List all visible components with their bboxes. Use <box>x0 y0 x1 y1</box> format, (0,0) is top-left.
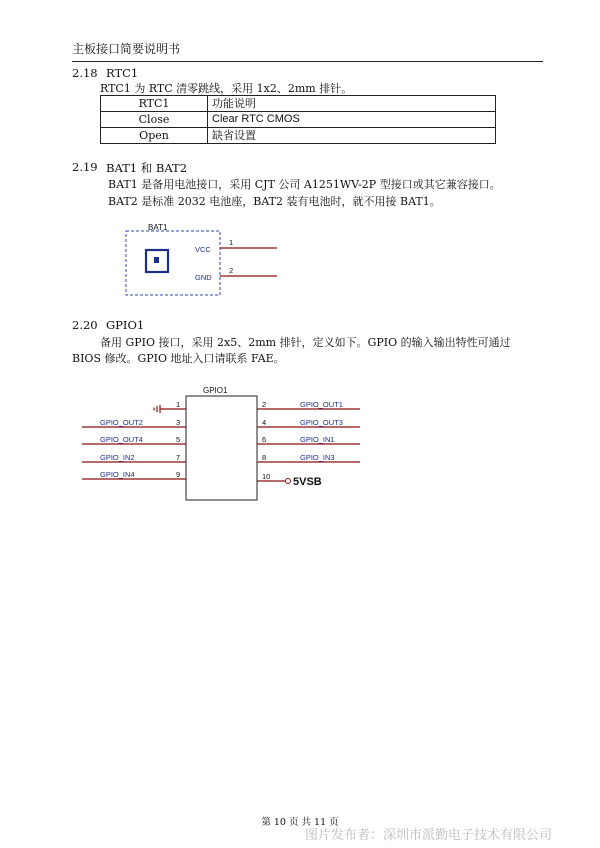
table-cell: 功能说明 <box>208 96 496 112</box>
gpio-pin7-label: GPIO_IN2 <box>100 453 135 462</box>
table-cell: Close <box>101 112 208 128</box>
bat1-label: BAT1 <box>148 223 168 232</box>
section-number-bat: 2.19 <box>72 160 98 174</box>
bat1-outline <box>126 231 220 295</box>
gpio1-label: GPIO1 <box>203 386 228 395</box>
gpio-pin1-number: 1 <box>176 400 181 409</box>
gpio-pin7-number: 7 <box>176 453 181 462</box>
gpio-pin10-label: 5VSB <box>293 476 322 488</box>
section-title-rtc: RTC1 <box>106 66 139 80</box>
table-cell: 缺省设置 <box>208 128 496 144</box>
gpio-pin8-number: 8 <box>262 453 267 462</box>
rtc-description: RTC1 为 RTC 清零跳线，采用 1x2、2mm 排针。 <box>100 82 353 95</box>
gpio-pin6-number: 6 <box>262 435 267 444</box>
bat-description-line2: BAT2 是标准 2032 电池座，BAT2 装有电池时，就不用接 BAT1。 <box>108 195 441 208</box>
gpio-description-line1: 备用 GPIO 接口，采用 2x5、2mm 排针，定义如下。GPIO 的输入输出特性可通过 <box>100 336 511 349</box>
bat1-pin-vcc-label: VCC <box>195 245 211 254</box>
gpio-pin8-label: GPIO_IN3 <box>300 453 335 462</box>
document-header: 主板接口简要说明书 <box>72 42 181 56</box>
table-cell: Clear RTC CMOS <box>208 112 496 128</box>
gpio-pin2-number: 2 <box>262 400 267 409</box>
gpio-pin6-label: GPIO_IN1 <box>300 435 335 444</box>
table-cell: Open <box>101 128 208 144</box>
bat-description-line1: BAT1 是备用电池接口，采用 CJT 公司 A1251WV-2P 型接口或其它兼容接口。 <box>108 178 501 191</box>
section-number-gpio: 2.20 <box>72 318 98 332</box>
bat1-pin-gnd-label: GND <box>195 273 212 282</box>
section-title-bat: BAT1 和 BAT2 <box>106 161 188 175</box>
gpio-pin4-number: 4 <box>262 418 267 427</box>
battery-terminal <box>154 257 159 263</box>
gpio-pin10-number: 10 <box>262 472 271 481</box>
bat1-diagram <box>126 223 277 295</box>
section-title-gpio: GPIO1 <box>106 318 145 332</box>
gpio-pin2-label: GPIO_OUT1 <box>300 400 343 409</box>
gpio-pin5-label: GPIO_OUT4 <box>100 435 143 444</box>
gpio-pin3-number: 3 <box>176 418 181 427</box>
bat1-pin2-number: 2 <box>229 266 234 275</box>
gpio1-body <box>186 396 257 500</box>
gpio1-diagram <box>82 386 360 500</box>
gpio-description-line2: BIOS 修改。GPIO 地址入口请联系 FAE。 <box>72 352 285 365</box>
bat1-pin1-number: 1 <box>229 238 234 247</box>
gpio-pin9-label: GPIO_IN4 <box>100 470 135 479</box>
table-cell: RTC1 <box>101 96 208 112</box>
gpio-pin5-number: 5 <box>176 435 181 444</box>
gpio-pin4-label: GPIO_OUT3 <box>300 418 343 427</box>
power-port-icon <box>286 479 291 484</box>
gpio-pin9-number: 9 <box>176 470 181 479</box>
page-footer: 第 10 页 共 11 页 <box>261 817 339 828</box>
gpio-pin3-label: GPIO_OUT2 <box>100 418 143 427</box>
watermark: 图片发布者：深圳市派勤电子技术有限公司 <box>305 828 553 843</box>
section-number-rtc: 2.18 <box>72 66 98 80</box>
